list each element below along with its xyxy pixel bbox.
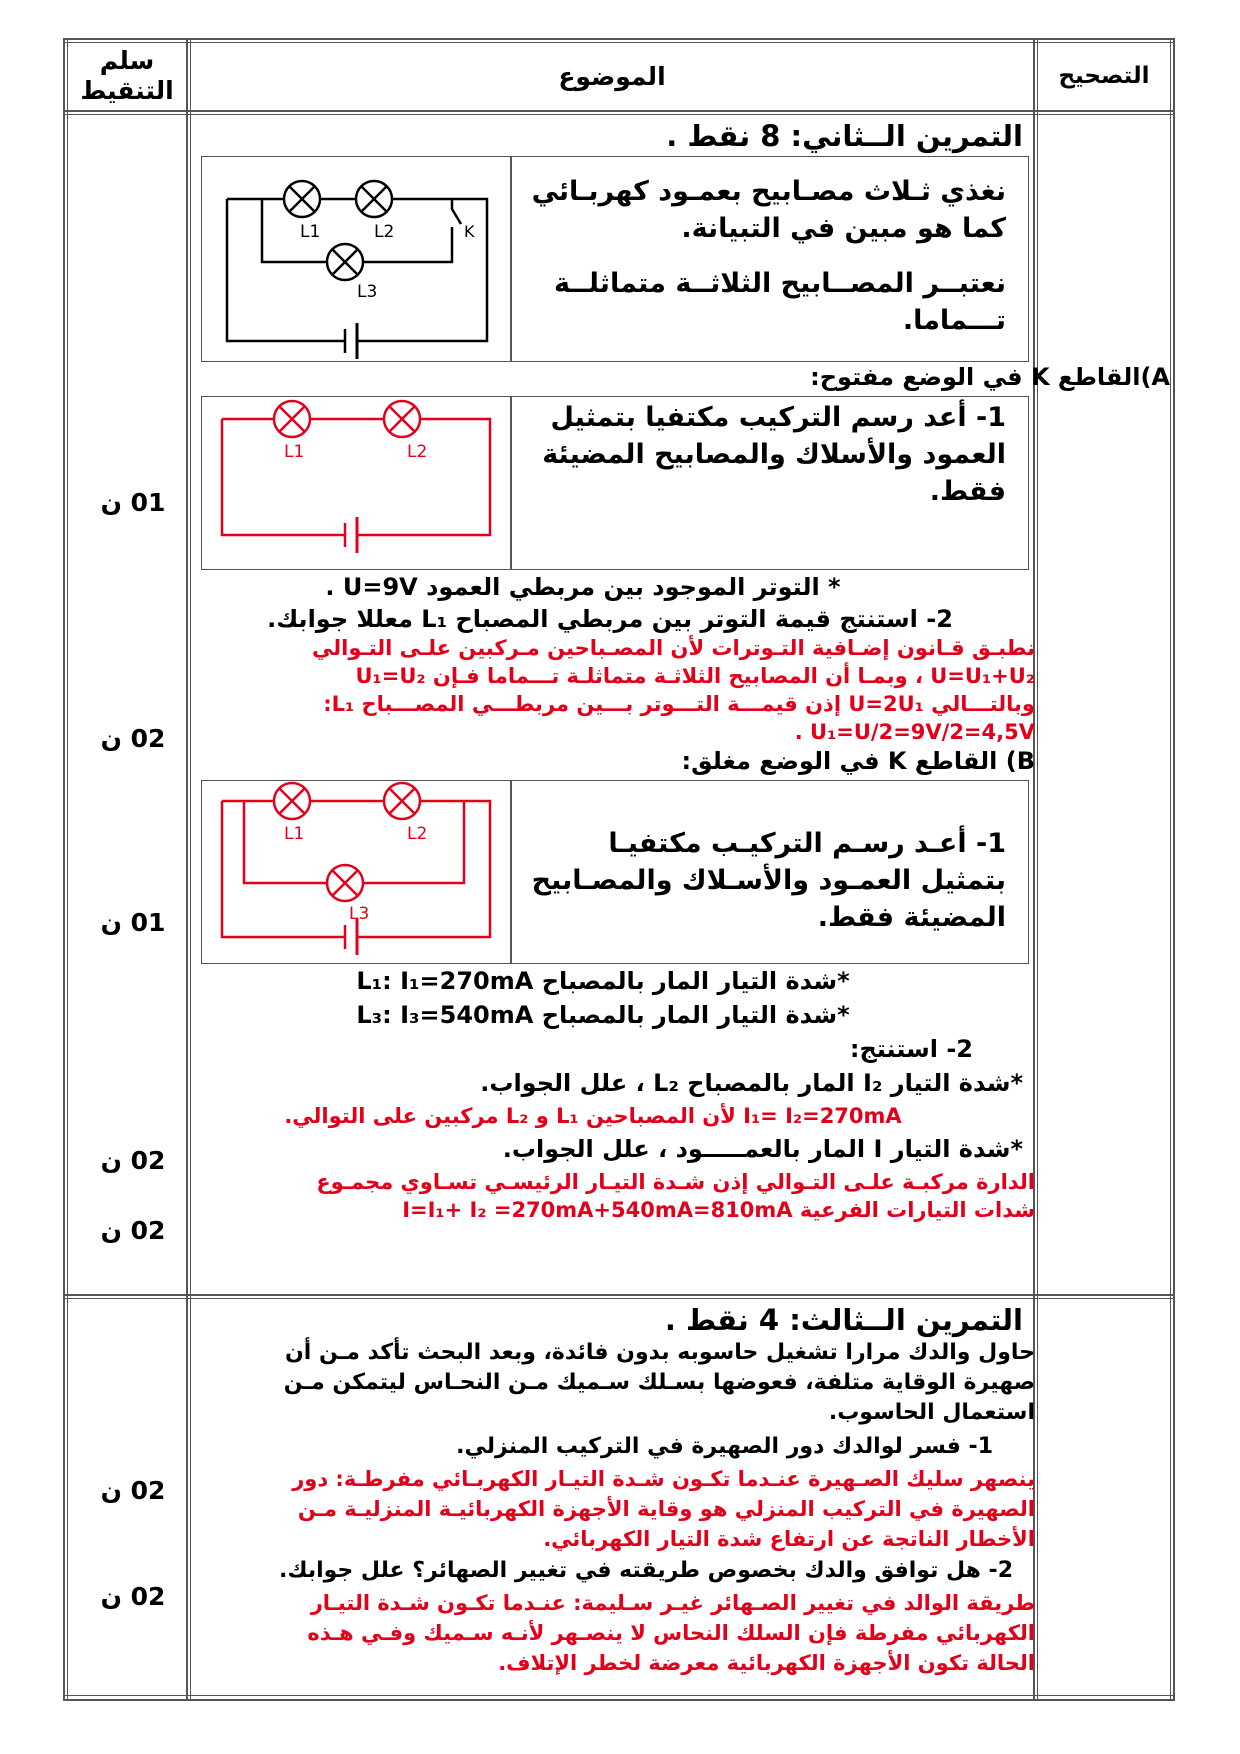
frame-top [63, 38, 1175, 40]
question-B2: 2- استنتج: [849, 1035, 973, 1063]
label-K: K [464, 222, 475, 241]
frame-left-inner [67, 38, 68, 1701]
frame-right-inner [1170, 38, 1171, 1701]
subject-column-header: الموضوع [558, 61, 666, 91]
score-B2b: 02 ن [100, 1216, 166, 1245]
partA-heading: A)القاطع K في الوضع مفتوح: [810, 363, 1170, 391]
voltage-given: * التوتر الموجود بين مربطي العمود U=9V . [325, 573, 841, 601]
answer-B2a: I₁= I₂=270mA لأن المصباحين L₁ و L₂ مركبين على التوالي. [284, 1104, 902, 1128]
exercise-divider [63, 1294, 1175, 1296]
header-divider-inner [63, 114, 1175, 115]
given-I3: *شدة التيار المار بالمصباح L₃: I₃=540mA [356, 1001, 850, 1029]
intro-line-4: تـــماما. [902, 305, 1006, 336]
question-B2a: *شدة التيار I₂ المار بالمصباح L₂ ، علل الجواب. [480, 1069, 1023, 1097]
answer-A2 [193, 634, 1035, 746]
col-divider-1-inner [190, 38, 191, 1701]
given-I1: *شدة التيار المار بالمصباح L₁: I₁=270mA [356, 967, 850, 995]
intro-line-3: نعتبــر المصــابيح الثلاثــة متماثلــة [553, 268, 1006, 299]
exercise3-answer2 [199, 1588, 1035, 1678]
question-B2b: *شدة التيار I المار بالعمـــــود ، علل الجواب. [502, 1135, 1023, 1163]
ansA2-line-3: وبالتـــالي U=2U₁ إذن قيمـــة التـــوتر بـــين مربطـــي المصـــباح L₁: [323, 692, 1035, 716]
ansB2b-line-1: الدارة مركبـة علـى التـوالي إذن شـدة التيـار الرئيسـي تسـاوي مجمـوع [316, 1170, 1035, 1194]
ansA2-line-1: نطبـق قـانون إضـافية التـوترات لأن المصـباحين مـركبين علـى التـوالي [312, 636, 1035, 660]
ansA2-line-2: U=U₁+U₂ ، وبمـا أن المصابيح الثلاثـة متماثلـة تـــماما فـإن U₁=U₂ [355, 664, 1035, 688]
red-label-L2: L2 [407, 824, 428, 844]
col-divider-1 [186, 38, 188, 1701]
exercise-divider-inner [63, 1298, 1175, 1299]
frame-bottom [63, 1699, 1175, 1701]
intro-line-1: نغذي ثـلاث مصـابيح بعمـود كهربـائي [531, 176, 1006, 207]
exercise2-title: التمرين الــثاني: 8 نقط . [666, 119, 1023, 153]
exercise3-title: التمرين الــثالث: 4 نقط . [664, 1303, 1023, 1337]
ansA2-line-4: U₁=U/2=9V/2=4,5V . [794, 720, 1035, 744]
partA-box [201, 396, 1029, 570]
box-divider [510, 781, 512, 963]
frame-bottom-inner [63, 1695, 1175, 1696]
answer-circuit-A [202, 397, 508, 569]
score-e3-q1: 02 ن [100, 1476, 166, 1505]
col-divider-2-inner [1037, 38, 1038, 1701]
score-column-header: سلم التنقيط [80, 46, 174, 105]
exercise3-answer1 [199, 1464, 1035, 1554]
exercise2-intro [520, 173, 1006, 339]
correction-sheet [63, 38, 1175, 1703]
e3-ans2-line-1: طريقة الوالد في تغيير الصـهائر غيـر سـليمة: عنـدما تكـون شـدة التيـار [310, 1591, 1035, 1615]
qA1-line-1: 1- أعد رسم التركيب مكتفيا بتمثيل [550, 402, 1006, 433]
question-A1 [520, 399, 1006, 510]
qB1-line-2: بتمثيل العمـود والأسـلاك والمصـابيح [531, 865, 1006, 896]
exercise3-intro [199, 1338, 1035, 1428]
qA1-line-3: فقط. [929, 476, 1006, 507]
qB1-line-3: المضيئة فقط. [817, 902, 1006, 933]
correction-column-header: التصحيح [1058, 63, 1150, 89]
red-label-L3: L3 [349, 904, 370, 924]
score-B1: 01 ن [100, 908, 166, 937]
e3-intro-line-1: حاول والدك مرارا تشغيل حاسوبه بدون فائدة، وبعد البحث تأكد مـن أن [284, 1340, 1035, 1365]
given-circuit-diagram [202, 157, 508, 361]
e3-ans2-line-2: الكهربائي مفرطة فإن السلك النحاس لا ينصـهر لأنـه سـميك وفـي هـذه [307, 1621, 1035, 1645]
score-B2a: 02 ن [100, 1146, 166, 1175]
question-B1 [520, 825, 1006, 936]
box-divider [510, 397, 512, 569]
given-circuit-box [201, 156, 1029, 362]
score-e3-q2: 02 ن [100, 1582, 166, 1611]
question-A2: 2- استنتج قيمة التوتر بين مربطي المصباح L₁ معللا جوابك. [267, 605, 953, 633]
answer-B2b [193, 1168, 1035, 1224]
e3-intro-line-3: استعمال الحاسوب. [828, 1400, 1035, 1425]
frame-right [1173, 38, 1175, 1701]
red-label-L2: L2 [407, 442, 428, 462]
label-L3: L3 [357, 282, 378, 302]
score-A2: 02 ن [100, 724, 166, 753]
red-label-L1: L1 [284, 442, 305, 462]
answer-circuit-B [202, 781, 508, 963]
red-label-L1: L1 [284, 824, 305, 844]
col-divider-2 [1033, 38, 1035, 1701]
qB1-line-1: 1- أعـد رسـم التركيـب مكتفيـا [608, 828, 1006, 859]
exercise3-q2: 2- هل توافق والدك بخصوص طريقته في تغيير الصهائر؟ علل جوابك. [278, 1558, 1013, 1583]
e3-ans1-line-3: الأخطار الناتجة عن ارتفاع شدة التيار الكهربائي. [543, 1527, 1035, 1551]
label-L1: L1 [300, 222, 321, 242]
label-L2: L2 [374, 222, 395, 242]
qA1-line-2: العمود والأسلاك والمصابيح المضيئة [542, 439, 1006, 470]
e3-ans1-line-2: الصهيرة في التركيب المنزلي هو وقاية الأجهزة الكهربائيـة المنزليـة مـن [297, 1497, 1035, 1521]
e3-ans2-line-3: الحالة تكون الأجهزة الكهربائية معرضة لخطر الإتلاف. [498, 1651, 1035, 1675]
score-A1: 01 ن [100, 488, 166, 517]
partB-heading: B) القاطع K في الوضع مغلق: [681, 747, 1035, 775]
partB-box [201, 780, 1029, 964]
e3-ans1-line-1: ينصهر سليك الصـهيرة عنـدما تكـون شـدة التيـار الكهربـائي مفرطـة: دور [292, 1467, 1035, 1491]
header-divider [63, 110, 1175, 112]
e3-intro-line-2: صهيرة الوقاية متلفة، فعوضها بسـلك سـميك مـن النحـاس ليتمكن مـن [283, 1370, 1035, 1395]
box-divider [510, 157, 512, 361]
intro-line-2: كما هو مبين في التبيانة. [681, 213, 1006, 244]
exercise3-q1: 1- فسر لوالدك دور الصهيرة في التركيب المنزلي. [456, 1434, 993, 1459]
frame-left [63, 38, 65, 1701]
ansB2b-line-2: شدات التيارات الفرعية I=I₁+ I₂ =270mA+540mA=810mA [402, 1198, 1035, 1222]
